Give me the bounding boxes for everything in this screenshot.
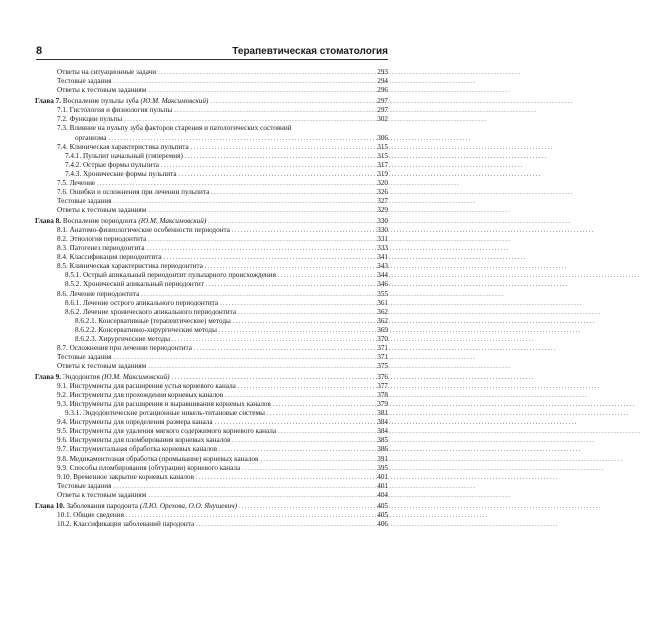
chapter-title: Заболевания пародонта — [64, 501, 140, 510]
toc-page-number: 319 — [377, 169, 388, 178]
toc-entry-title: 10.1. Общие сведения — [57, 511, 124, 519]
toc-entry-title: 8.6.2. Лечение хронического апикального периодонтита — [65, 307, 237, 316]
toc-entry-title — [35, 373, 170, 382]
toc-entry — [57, 280, 388, 289]
chapter-author: (Ю.М. Максимовский) — [101, 373, 170, 382]
toc-entry-title: 8.5. Клиническая характеристика периодонтита — [57, 262, 203, 271]
toc-entry — [57, 464, 388, 473]
toc-entry-title: 8.5.2. Хронический апикальный периодонтит — [65, 280, 204, 289]
toc-entry — [57, 152, 388, 161]
toc-page-number: 371 — [377, 352, 388, 361]
toc-entry — [57, 436, 388, 445]
toc-page-number: 381 — [377, 409, 388, 418]
toc-page-number: 346 — [377, 280, 388, 289]
toc-entry-title: 7.4.2. Острые формы пульпита — [65, 160, 159, 169]
chapter-title: Воспаление пульпы зуба — [61, 97, 141, 106]
toc-entry-title: 7.4. Клиническая характеристика пульпита — [57, 142, 189, 151]
toc-entry-title: 8.7. Осложнения при лечении периодонтита — [57, 343, 192, 352]
toc-entry-title: Тестовые задания — [57, 481, 112, 490]
toc-page-number: 370 — [377, 334, 388, 343]
toc-page-number: 385 — [377, 436, 388, 445]
dot-leader — [148, 86, 372, 96]
toc-entry-title: 9.8. Медикаментозная обработка (промывание) корневых каналов — [57, 454, 259, 463]
running-title: Терапевтическая стоматология — [232, 46, 388, 57]
toc-entry — [57, 179, 388, 188]
toc-page-number: 406 — [377, 520, 388, 529]
toc-entry-title: 8.6.1. Лечение острого апикального периодонтита — [65, 298, 219, 307]
chapter-number: Глава 10. — [35, 501, 65, 510]
toc-entry — [57, 409, 388, 418]
toc-page-number: 327 — [377, 196, 388, 205]
toc-entry — [57, 520, 388, 529]
toc-entry-title — [35, 97, 208, 106]
toc-entry — [57, 115, 388, 124]
toc-page-number: 355 — [377, 289, 388, 298]
toc-page-number: 306 — [377, 133, 388, 142]
toc-entry-title: организма — [75, 133, 107, 142]
chapter-number: Глава 9. — [35, 373, 62, 382]
toc-entry — [57, 290, 388, 299]
toc-entry-title: Ответы к тестовым заданиям — [57, 361, 147, 370]
toc-page-number: 369 — [377, 325, 388, 334]
toc-entry — [57, 235, 388, 244]
toc-entry — [57, 391, 388, 400]
toc-page-number: 379 — [377, 400, 388, 409]
toc-page-number: 326 — [377, 187, 388, 196]
toc-entry — [57, 226, 388, 235]
toc-entry — [57, 134, 388, 143]
toc-page-number: 343 — [377, 262, 388, 271]
toc-page-number: 391 — [377, 454, 388, 463]
toc-page-number: 329 — [377, 205, 388, 214]
toc-entry-title: Ответы к тестовым заданиям — [57, 86, 147, 95]
toc-entry — [57, 170, 388, 179]
toc-page-number: 405 — [377, 501, 388, 510]
chapter-number: Глава 7. — [35, 97, 62, 106]
chapter-title: Эндодонтия — [61, 373, 102, 382]
toc-entry — [57, 271, 388, 280]
toc-page-number: 375 — [377, 361, 388, 370]
toc-page-number: 333 — [377, 244, 388, 253]
toc-entry-title: Тестовые задания — [57, 196, 112, 205]
toc-page-number: 294 — [377, 77, 388, 86]
toc-page-number: 302 — [377, 115, 388, 124]
toc-entry — [57, 455, 388, 464]
chapter-author: (Ю.М. Максимовский) — [138, 217, 207, 226]
dot-leader — [148, 491, 372, 501]
toc-page-number: 297 — [377, 106, 388, 115]
toc-entry — [57, 77, 388, 86]
toc-entry — [57, 353, 388, 362]
toc-entry-title: 7.2. Функции пульпы — [57, 115, 123, 124]
toc-page-number: 401 — [377, 472, 388, 481]
toc-entry-title: 8.3. Патогенез периодонтита — [57, 244, 145, 253]
toc-entry — [57, 262, 388, 271]
toc-entry-title: 7.5. Лечение — [57, 178, 96, 187]
toc-entry — [57, 317, 388, 326]
toc-chapter-entry — [35, 373, 388, 382]
toc-entry — [57, 473, 388, 482]
toc-entry — [57, 244, 388, 253]
toc-page-number: 315 — [377, 151, 388, 160]
toc-entry — [57, 86, 388, 95]
toc-entry-title: 10.2. Классификация заболеваний пародонта — [57, 520, 195, 529]
toc-chapter-entry — [35, 97, 388, 106]
toc-entry-title: Тестовые задания — [57, 352, 112, 361]
toc-chapter-entry — [35, 502, 388, 511]
toc-page-number: 320 — [377, 178, 388, 187]
toc-entry-title: 9.7. Инструментальная обработка корневых каналов — [57, 445, 218, 454]
toc-entry — [57, 511, 388, 520]
dot-leader — [148, 362, 372, 372]
toc-entry-title: 9.9. Способы пломбирования (обтурации) корневого канала — [57, 463, 241, 472]
toc-page-number: 376 — [377, 373, 388, 382]
toc-entry-title: 8.2. Этиология периодонтита — [57, 235, 147, 244]
toc-entry — [57, 427, 388, 436]
toc-entry — [57, 400, 388, 409]
toc-entry-title: 8.4. Классификация периодонтита — [57, 253, 162, 262]
toc-entry-title: 9.1. Инструменты для расширения устья корневого канала — [57, 382, 236, 391]
header-rule — [36, 59, 388, 60]
chapter-number: Глава 8. — [35, 217, 62, 226]
toc-entry — [57, 68, 388, 77]
toc-entry — [57, 124, 388, 133]
page-number: 8 — [36, 45, 43, 57]
chapter-author: (Л.Ю. Орехова, О.О. Янушевич) — [139, 501, 238, 510]
toc-entry — [57, 344, 388, 353]
toc-entry — [57, 308, 388, 317]
toc-page-number: 371 — [377, 343, 388, 352]
toc-page-number: 401 — [377, 481, 388, 490]
toc-entry-title: 8.5.1. Острый апикальный периодонтит пульпарного происхождения — [65, 271, 276, 280]
toc-entry — [57, 335, 388, 344]
toc-page-number: 293 — [377, 68, 388, 76]
toc-entry — [57, 197, 388, 206]
toc-entry — [57, 206, 388, 215]
toc-page-number: 317 — [377, 160, 388, 169]
toc-page-number: 395 — [377, 463, 388, 472]
toc-page-number: 297 — [377, 97, 388, 106]
chapter-author: (Ю.М. Максимовский) — [140, 97, 209, 106]
toc-entry-title: Ответы к тестовым заданиям — [57, 205, 147, 214]
toc-entry — [57, 326, 388, 335]
toc-page-number: 331 — [377, 235, 388, 244]
toc-page-number: 377 — [377, 382, 388, 391]
toc-entry-title: 7.6. Ошибки и осложнения при лечении пульпита — [57, 187, 210, 196]
toc-entry-title: 8.6.2.2. Консервативно-хирургические методы — [75, 325, 217, 334]
toc-entry — [57, 482, 388, 491]
toc-entry-title — [35, 217, 206, 226]
toc-entry-title: Ответы на ситуационные задачи — [57, 68, 157, 76]
toc-entry-title — [35, 502, 237, 511]
chapter-title: Воспаление периодонта — [61, 217, 139, 226]
toc-entry-title: 9.4. Инструменты для определения размера канала — [57, 418, 213, 427]
toc-entry — [57, 491, 388, 500]
toc-entry-title: 8.6.2.3. Хирургические методы — [75, 334, 171, 343]
toc-entry-title: 7.4.3. Хронические формы пульпита — [65, 169, 177, 178]
dot-leader — [148, 206, 372, 216]
toc-entry-title: 9.5. Инструменты для удаления мягкого содержимого корневого канала — [57, 427, 277, 436]
toc-entry-title: 9.6. Инструменты для пломбирования корневых каналов — [57, 436, 231, 445]
toc-entry — [57, 106, 388, 115]
toc-page-number: 384 — [377, 418, 388, 427]
toc-entry-title: Тестовые задания — [57, 77, 112, 86]
toc-entry — [57, 161, 388, 170]
page-header — [36, 43, 388, 57]
toc-entry-title: 8.6. Лечение периодонтита — [57, 289, 140, 298]
dot-leader — [196, 520, 372, 530]
toc-page-number: 315 — [377, 142, 388, 151]
toc-page-number: 362 — [377, 316, 388, 325]
toc-chapter-entry — [35, 217, 388, 226]
toc-page-number: 404 — [377, 490, 388, 499]
toc-page-number: 378 — [377, 391, 388, 400]
toc-entry — [57, 143, 388, 152]
toc-entry — [57, 362, 388, 371]
toc-entry — [57, 382, 388, 391]
toc-entry-title: 9.3.1. Эндодонтические ротационные никель-титановые системы — [65, 409, 265, 418]
toc-entry-title: 9.2. Инструменты для прохождения корневых каналов — [57, 391, 224, 400]
table-of-contents — [35, 68, 388, 529]
toc-page-number: 361 — [377, 298, 388, 307]
toc-page-number: 330 — [377, 217, 388, 226]
toc-entry-title: 7.3. Влияние на пульпу зуба факторов старения и патологических состояний — [57, 124, 292, 133]
toc-page-number: 386 — [377, 445, 388, 454]
toc-entry-title: 8.1. Анатомо-физиологические особенности периодонта — [57, 226, 230, 235]
toc-entry — [57, 188, 388, 197]
toc-entry-title: 7.1. Гистология и физиология пульпы — [57, 106, 173, 115]
toc-entry-title: Ответы к тестовым заданиям — [57, 490, 147, 499]
toc-page-number: 296 — [377, 86, 388, 95]
toc-entry — [57, 299, 388, 308]
toc-entry — [57, 445, 388, 454]
toc-entry-title: 8.6.2.1. Консервативные (терапевтические) методы — [75, 316, 231, 325]
toc-entry-title: 9.3. Инструменты для расширения и выравнивания корневых каналов — [57, 400, 271, 409]
toc-page-number: 384 — [377, 427, 388, 436]
toc-page-number: 341 — [377, 253, 388, 262]
toc-page-number: 405 — [377, 511, 388, 519]
toc-entry-title: 7.4.1. Пульпит начальный (гиперемия) — [65, 151, 183, 160]
toc-page-number: 344 — [377, 271, 388, 280]
toc-entry — [57, 253, 388, 262]
toc-entry-title: 9.10. Временное закрытие корневых каналов — [57, 472, 194, 481]
toc-entry — [57, 418, 388, 427]
toc-page-number: 362 — [377, 307, 388, 316]
toc-page-number: 330 — [377, 226, 388, 235]
